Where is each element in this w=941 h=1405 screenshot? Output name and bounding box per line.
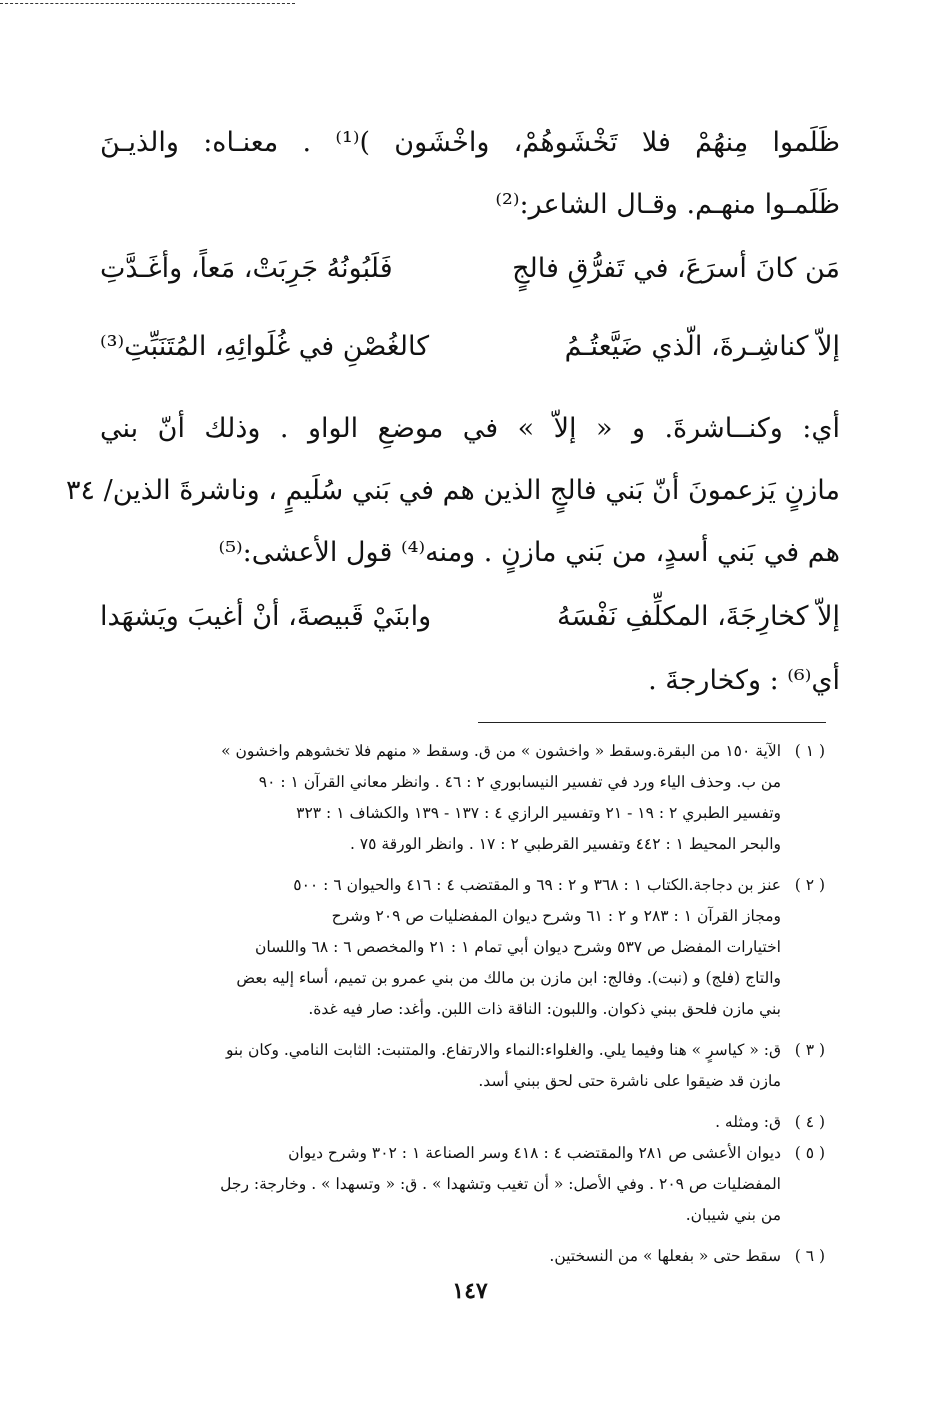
- verse-2: [100, 314, 840, 380]
- verse-3-second-hemistich: وابنَيْ قَبيصةَ، أنْ أغيبَ ويَشهَدا: [100, 601, 432, 632]
- footnote-line: عنز بن دجاجة.الكتاب ١ : ٣٦٨ و ٢ : ٦٩ و المقتضب ٤ : ٤١٦ والحيوان ٦ : ٥٠٠: [293, 876, 781, 894]
- body-line-1: ظَلَموا مِنهُمْ فلا تَخْشَوهُمْ، واخْشَون )⁽¹⁾ . معنـاه: والذيـنَ: [100, 127, 840, 158]
- footnote-5: [130, 1138, 825, 1231]
- verse-3: [100, 584, 840, 650]
- footnote-1: [130, 736, 825, 860]
- main-text-body: [66, 112, 840, 712]
- footnote-separator: [478, 722, 826, 723]
- verse-1-second-hemistich: فَلَبُونُهُ جَرِبَتْ، مَعاً، وأغَـدَّتِ: [100, 253, 393, 284]
- footnote-line: سقط حتى « بفعلها » من النسختين.: [549, 1247, 781, 1265]
- footnote-line: الآية ١٥٠ من البقرة.وسقط « واخشون » من ق. وسقط « منهم فلا تخشوهم واخشون »: [221, 742, 781, 760]
- footnotes: [130, 736, 825, 1282]
- footnote-line: مازن قد ضيقوا على ناشرة حتى لحق ببني أسد.: [478, 1072, 781, 1090]
- verse-2-second-hemistich: كالغُصْنِ في غُلَوائِهِ، المُتَنَبِّتِ⁽³⁾: [100, 331, 430, 362]
- footnote-number: ( ٥ ): [794, 1144, 825, 1162]
- footnote-text: [130, 736, 781, 860]
- footnote-line: والبحر المحيط ١ : ٤٤٢ وتفسير القرطبي ٢ : ١٧ . وانظر الورقة ٧٥ .: [349, 835, 781, 853]
- footnote-6: [130, 1241, 825, 1272]
- body-line-2: ظَلَمـوا منهـم. وقـال الشاعر:⁽²⁾: [495, 189, 840, 220]
- footnote-3: [130, 1035, 825, 1097]
- footnote-line: من ب. وحذف الياء ورد في تفسير النيسابوري ٢ : ٤٦ . وانظر معاني القرآن ١ : ٩٠: [258, 773, 781, 791]
- footnote-number: ( ٦ ): [794, 1247, 825, 1265]
- footnote-number: ( ٢ ): [794, 876, 825, 894]
- footnote-line: وتفسير الطبري ٢ : ١٩ - ٢١ وتفسير الرازي ٤ : ١٣٧ - ١٣٩ والكشاف ١ : ٣٢٣: [296, 804, 781, 822]
- body-line-last: أي⁽⁶⁾ : وكخارجةَ .: [648, 665, 840, 696]
- verse-2-first-hemistich: إلاّ كناشِـرةَ، الّذي ضَيَّعتُـمُ: [564, 331, 840, 362]
- footnote-line: ق: ومثله .: [715, 1113, 781, 1131]
- footnote-2: [130, 870, 825, 1025]
- body-line-5: هم في بَني أسدٍ، من بَني مازنٍ . ومنه⁽⁴⁾ قول الأعشى:⁽⁵⁾: [218, 537, 840, 568]
- footnote-number: ( ٣ ): [794, 1041, 825, 1059]
- verse-1-first-hemistich: مَن كانَ أسرَعَ، في تَفرُّقِ فالجٍ: [512, 253, 840, 284]
- footnote-line: ومجاز القرآن ١ : ٢٨٣ و ٢ : ٦١ وشرح ديوان المفضليات ص ٢٠٩ وشرح: [331, 907, 781, 925]
- footnote-line: ديوان الأعشى ص ٢٨١ والمقتضب ٤ : ٤١٨ وسر الصناعة ١ : ٣٠٢ وشرح ديوان: [288, 1144, 781, 1162]
- footnote-text: [130, 1241, 781, 1272]
- footnote-line: اختيارات المفضل ص ٥٣٧ وشرح ديوان أبي تمام ١ : ٢١ والمخصص ٦ : ٦٨ واللسان: [255, 938, 781, 956]
- footnote-line: ق: « كياسرٍ » هنا وفيما يلي. والغلواء:النماء والارتفاع. والمتنبت: الثابت النامي. وكان بنو: [226, 1041, 781, 1059]
- footnote-line: من بني شيبان.: [685, 1206, 781, 1224]
- footnote-text: [130, 1035, 781, 1097]
- footnote-line: والتاج (فلج) و (نبت). وفالج: ابن مازن بن مالك من بني عمرو بن تميم، أساء إليه بعض: [236, 969, 781, 987]
- footnote-text: [130, 1138, 781, 1231]
- top-dashed-rule: [0, 3, 295, 4]
- body-line-3: أي: وكنــاشرةَ. و « إلاّ » في موضعِ الواو . وذلك أنّ بني: [100, 413, 840, 444]
- footnote-text: [130, 1107, 781, 1138]
- footnote-number: ( ٤ ): [794, 1113, 825, 1131]
- footnote-4: [130, 1107, 825, 1138]
- verse-3-first-hemistich: إلاّ كخارِجَةَ، المكلِّفِ نَفْسَهُ: [557, 601, 840, 632]
- page-number: ١٤٧: [452, 1278, 488, 1304]
- footnote-line: المفضليات ص ٢٠٩ . وفي الأصل: « أن تغيب وتشهدا » . ق: « وتسهدا » . وخارجة: رجل: [220, 1175, 781, 1193]
- body-line-4: مازنٍ يَزعمونَ أنّ بَني فالجٍ الذين هم في بَني سُلَيمٍ ، وناشرةَ الذين/ ٣٤: [66, 475, 840, 506]
- footnote-number: ( ١ ): [794, 742, 825, 760]
- footnote-text: [130, 870, 781, 1025]
- footnote-line: بني مازن فلحق ببني ذكوان. واللبون: الناقة ذات اللبن. وأغد: صار فيه غدة.: [308, 1000, 781, 1018]
- verse-1: [100, 236, 840, 302]
